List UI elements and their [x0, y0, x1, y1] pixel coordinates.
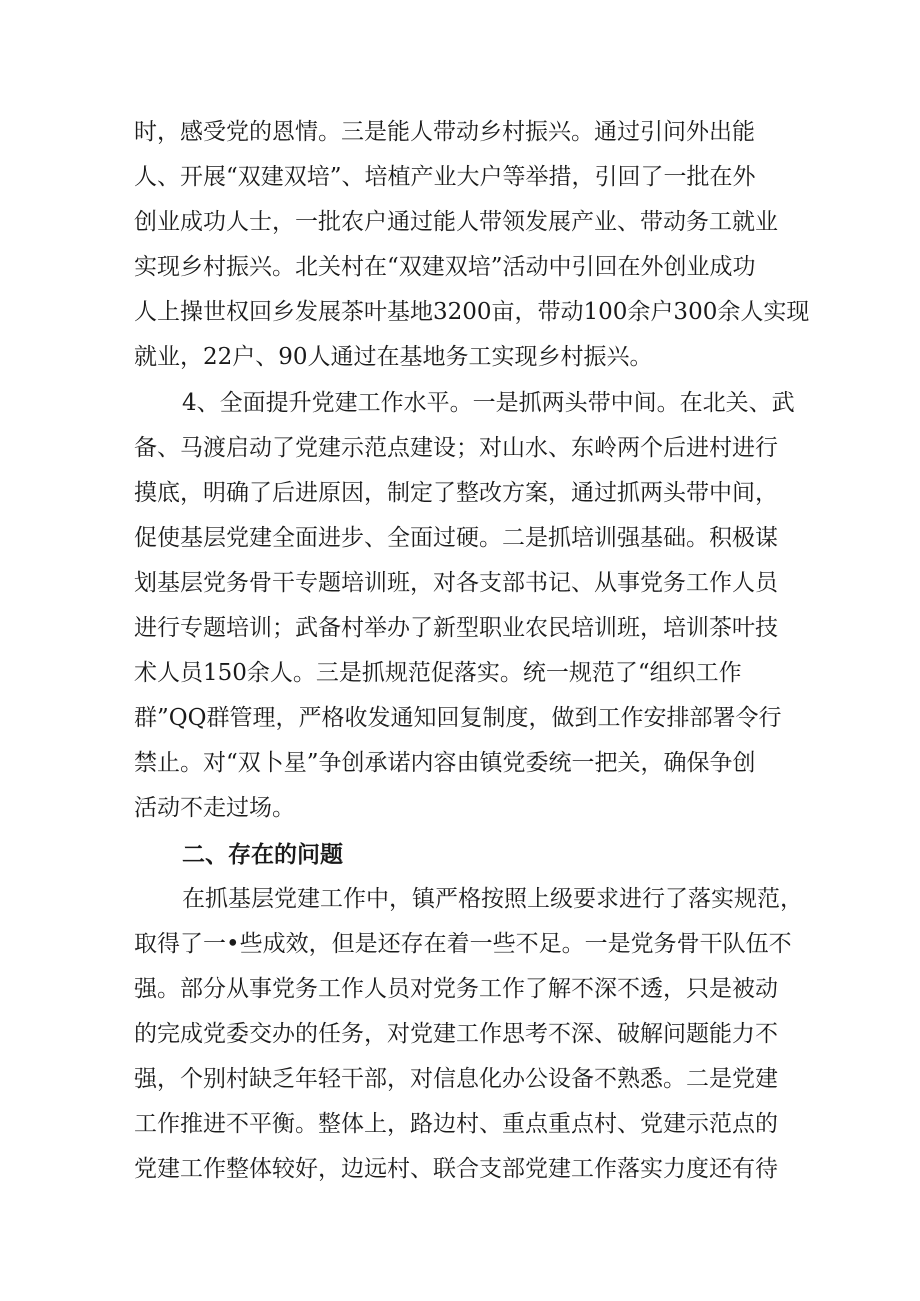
- section-heading: 二、存在的问题: [182, 840, 343, 868]
- paragraph-line: 4、全面提升党建工作水平。一是抓两头带中间。在北关、武: [182, 389, 795, 416]
- paragraph-line: 划基层党务骨干专题培训班，对各支部书记、从事党务工作人员: [134, 569, 778, 596]
- document-body: [134, 110, 814, 1192]
- paragraph-line: 工作推进不平衡。整体上，路边村、重点重点村、党建示范点的: [134, 1111, 778, 1138]
- paragraph-line: 进行专题培训；武备村举办了新型职业农民培训班，培训茶叶技: [134, 615, 778, 642]
- paragraph-line: 人上操世权回乡发展茶叶基地3200亩，带动100余户300余人实现: [134, 299, 810, 326]
- paragraph-line: 党建工作整体较好，边远村、联合支部党建工作落实力度还有待: [134, 1156, 778, 1183]
- paragraph-line: 时，感受党的恩情。三是能人带动乡村振兴。通过引问外出能: [134, 119, 755, 145]
- paragraph-line: 术人员150余人。三是抓规范促落实。统一规范了“组织工作: [134, 660, 742, 687]
- paragraph-line: 群”QQ群管理，严格收发通知回复制度，做到工作安排部署令行: [134, 705, 782, 732]
- paragraph-line: 创业成功人士，一批农户通过能人带领发展产业、带动务工就业: [134, 209, 778, 236]
- paragraph-line: 摸底，明确了后进原因，制定了整改方案，通过抓两头带中间，: [134, 479, 778, 506]
- paragraph-line: 活动不走过场。: [134, 795, 295, 822]
- paragraph-line: 强，个别村缺乏年轻干部，对信息化办公设备不熟悉。二是党建: [134, 1065, 778, 1092]
- paragraph-line: 取得了一•些成效，但是还存在着一些不足。一是党务骨干队伍不: [134, 930, 792, 957]
- paragraph-line: 促使基层党建全面进步、全面过硬。二是抓培训强基础。积极谋: [134, 524, 778, 551]
- paragraph-line: 禁止。对“双卜星”争创承诺内容由镇党委统一把关，确保争创: [134, 750, 756, 777]
- paragraph-line: 人、开展“双建双培”、培植产业大户等举措，引回了一批在外: [134, 164, 756, 191]
- paragraph-line: 就业，22户、90人通过在基地务工实现乡村振兴。: [134, 344, 653, 371]
- paragraph-line: 在抓基层党建工作中，镇严格按照上级要求进行了落实规范，: [182, 885, 803, 912]
- paragraph-line: 强。部分从事党务工作人员对党务工作了解不深不透，只是被动: [134, 975, 778, 1002]
- paragraph-line: 的完成党委交办的任务，对党建工作思考不深、破解问题能力不: [134, 1020, 778, 1047]
- paragraph-line: 备、马渡启动了党建示范点建设；对山水、东岭两个后进村进行: [134, 434, 778, 461]
- paragraph-line: 实现乡村振兴。北关村在“双建双培”活动中引回在外创业成功: [134, 254, 756, 281]
